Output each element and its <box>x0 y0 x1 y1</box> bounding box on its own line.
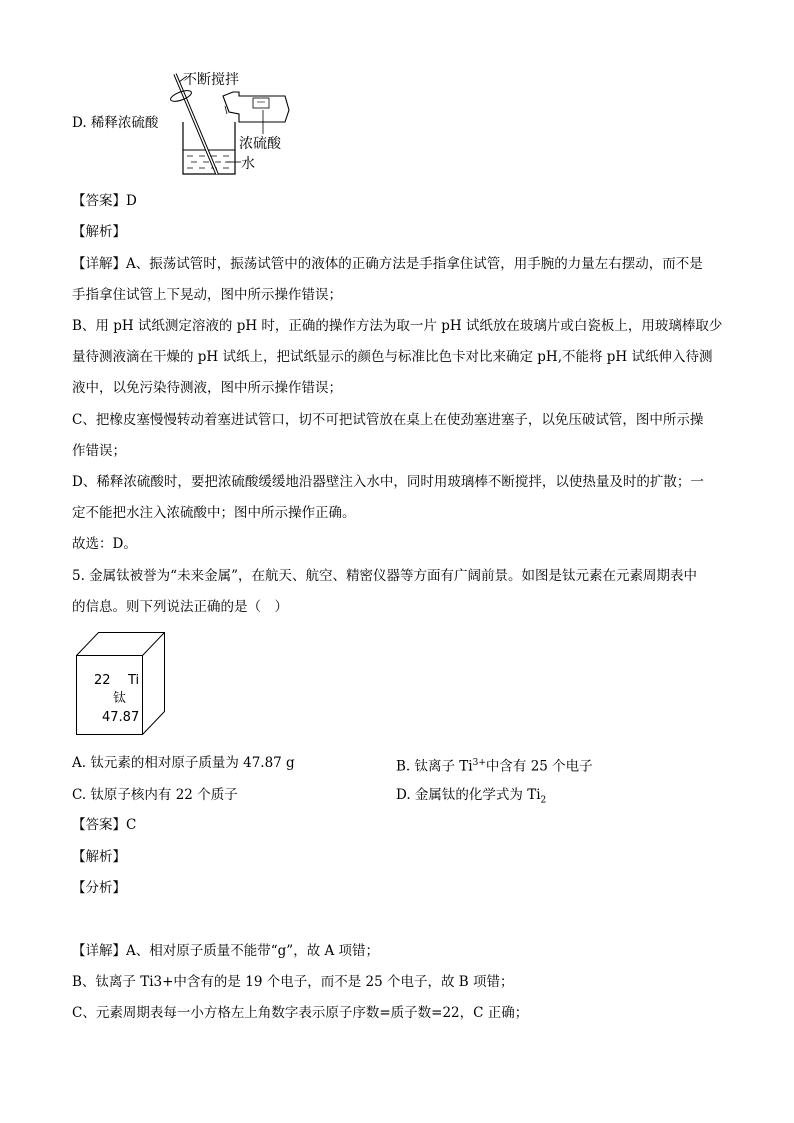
q4-detail-b-line2: 量待测液滴在干燥的 pH 试纸上，把试纸显示的颜色与标准比色卡对比来确定 pH,不能将 pH 试纸伸入待测 <box>72 349 713 365</box>
q5-option-b <box>396 753 593 777</box>
q5-option-c: C. 钛原子核内有 22 个质子 <box>72 787 238 803</box>
q4-detail-c-line2: 作错误； <box>72 443 126 459</box>
option-d-label: D. 稀释浓硫酸 <box>72 115 159 131</box>
q5-option-b-charge: 3+ <box>472 758 486 768</box>
q4-conclusion: 故选：D。 <box>72 536 137 552</box>
q5-analysis-sub: 【分析】 <box>72 880 126 896</box>
q5-option-b-post: 中含有 25 个电子 <box>485 758 593 775</box>
q4-analysis-heading: 【解析】 <box>72 224 126 240</box>
element-cell <box>76 632 166 736</box>
q4-detail-b-line3: 液中，以免污染待测液，图中所示操作错误； <box>72 380 342 396</box>
acid-label: 浓硫酸 <box>239 136 281 152</box>
element-number: 22 <box>94 673 111 688</box>
q4-detail-d-line1: D、稀释浓硫酸时，要把浓硫酸缓缓地沿器壁注入水中，同时用玻璃棒不断搅拌，以使热量及时的扩散；一 <box>72 474 704 490</box>
element-name: 钛 <box>113 691 127 706</box>
q4-detail-d-line2: 定不能把水注入浓硫酸中；图中所示操作正确。 <box>72 505 356 521</box>
q5-option-a: A. 钛元素的相对原子质量为 47.87 g <box>72 755 295 771</box>
q5-option-b-pre: B. 钛离子 Ti <box>396 758 473 775</box>
q5-detail-b: B、钛离子 Ti3+中含有的是 19 个电子，而不是 25 个电子，故 B 项错； <box>72 974 514 990</box>
q4-detail-c-line1: C、把橡皮塞慢慢转动着塞进试管口，切不可把试管放在桌上在使劲塞进塞子，以免压破试管，图中所示操 <box>72 412 704 428</box>
beaker <box>183 122 235 174</box>
q5-detail-c: C、元素周期表每一小方格左上角数字表示原子序数=质子数=22，C 正确； <box>72 1005 529 1021</box>
stir-label: 不断搅拌 <box>183 72 239 88</box>
q5-answer: 【答案】C <box>72 817 137 833</box>
q5-option-d <box>396 785 546 811</box>
q5-option-d-pre: D. 金属钛的化学式为 Ti <box>396 787 541 803</box>
q4-detail-a-line1: 【详解】A、振荡试管时，振荡试管中的液体的正确方法是手指拿住试管，用手腕的力量左右摆动，而不是 <box>72 256 703 272</box>
q5-stem-line1: 5. 金属钛被誉为“未来金属”，在航天、航空、精密仪器等方面有广阔前景。如图是钛元素在元素周期表中 <box>72 568 697 584</box>
water-label: 水 <box>241 156 255 172</box>
dilution-diagram <box>165 62 305 182</box>
q4-answer: 【答案】D <box>72 193 137 209</box>
q5-detail-a: 【详解】A、相对原子质量不能带“g”，故 A 项错； <box>72 943 380 959</box>
element-mass: 47.87 <box>102 710 140 725</box>
q5-stem-line2: 的信息。则下列说法正确的是（ ） <box>72 599 288 615</box>
q4-detail-b-line1: B、用 pH 试纸测定溶液的 pH 时，正确的操作方法为取一片 pH 试纸放在玻璃片或白瓷板上，用玻璃棒取少 <box>72 318 723 334</box>
element-symbol: Ti <box>128 673 140 688</box>
q4-detail-a-line2: 手指拿住试管上下晃动，图中所示操作错误； <box>72 287 342 303</box>
q5-analysis-heading: 【解析】 <box>72 849 126 865</box>
q5-option-d-subscript: 2 <box>540 795 547 806</box>
acid-bottle <box>223 92 289 122</box>
